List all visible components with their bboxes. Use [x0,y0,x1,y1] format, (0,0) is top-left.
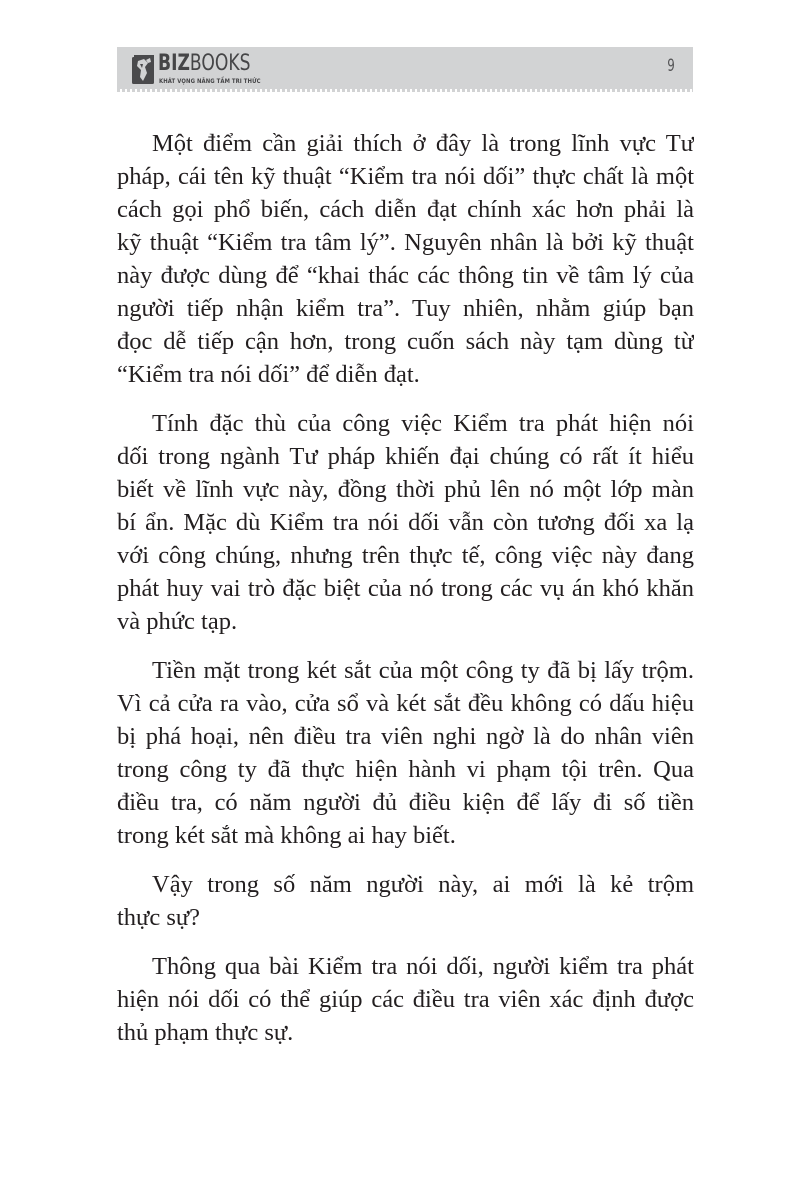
text-line: kỹ thuật “Kiểm tra tâm lý”. Nguyên nhân là bởi kỹ thuật [117,229,694,256]
text-line: bí ẩn. Mặc dù Kiểm tra nói dối vẫn còn tương đối xa lạ [117,509,694,536]
text-line: Một điểm cần giải thích ở đây là trong lĩnh vực Tư [152,130,694,157]
text-line: trong két sắt mà không ai hay biết. [117,822,456,849]
text-line: Tính đặc thù của công việc Kiểm tra phát hiện nói [152,410,694,437]
text-line: Thông qua bài Kiểm tra nói dối, người kiểm tra phát [152,953,694,980]
text-line: đọc dễ tiếp cận hơn, trong cuốn sách này tạm dùng từ [117,328,694,355]
page-number: 9 [667,56,675,76]
paragraph [117,654,694,852]
bizbooks-logo-icon [132,55,154,84]
text-line: trong công ty đã thực hiện hành vi phạm tội trên. Qua [117,756,694,783]
text-line: biết về lĩnh vực này, đồng thời phủ lên nó một lớp màn [117,476,694,503]
text-line: thủ phạm thực sự. [117,1019,294,1046]
text-line: Vậy trong số năm người này, ai mới là kẻ trộm [152,871,694,898]
text-line: phát huy vai trò đặc biệt của nó trong các vụ án khó khăn [117,575,694,602]
paragraph [117,127,694,391]
text-line: với công chúng, nhưng trên thực tế, công việc này đang [117,542,694,569]
paragraph [117,868,694,934]
paragraph [117,950,694,1049]
text-line: dối trong ngành Tư pháp khiến đại chúng có rất ít hiểu [117,443,694,470]
text-line: thực sự? [117,904,201,931]
body-text [117,127,694,1065]
text-line: và phức tạp. [117,608,238,635]
text-line: Vì cả cửa ra vào, cửa sổ và két sắt đều không có dấu hiệu [117,690,694,717]
text-line: điều tra, có năm người đủ điều kiện để lấy đi số tiền [117,789,694,816]
text-line: này được dùng để “khai thác các thông tin về tâm lý của [117,262,694,289]
text-line: Tiền mặt trong két sắt của một công ty đã bị lấy trộm. [152,657,694,684]
text-line: pháp, cái tên kỹ thuật “Kiểm tra nói dối” thực chất là một [117,163,694,190]
running-header [117,47,693,89]
brand-name [158,53,251,75]
text-line: cách gọi phổ biến, cách diễn đạt chính xác hơn phải là [117,196,694,223]
text-line: “Kiểm tra nói dối” để diễn đạt. [117,361,420,388]
text-line: hiện nói dối có thể giúp các điều tra viên xác định được [117,986,694,1013]
brand-tagline: KHÁT VỌNG NÂNG TẦM TRI THỨC [159,77,261,85]
brand-name-bold: BIZ [158,51,190,76]
text-line: bị phá hoại, nên điều tra viên nghi ngờ là do nhân viên [117,723,694,750]
text-line: người tiếp nhận kiểm tra”. Tuy nhiên, nhằm giúp bạn [117,295,694,322]
paragraph [117,407,694,638]
brand-name-light: BOOKS [189,51,251,76]
